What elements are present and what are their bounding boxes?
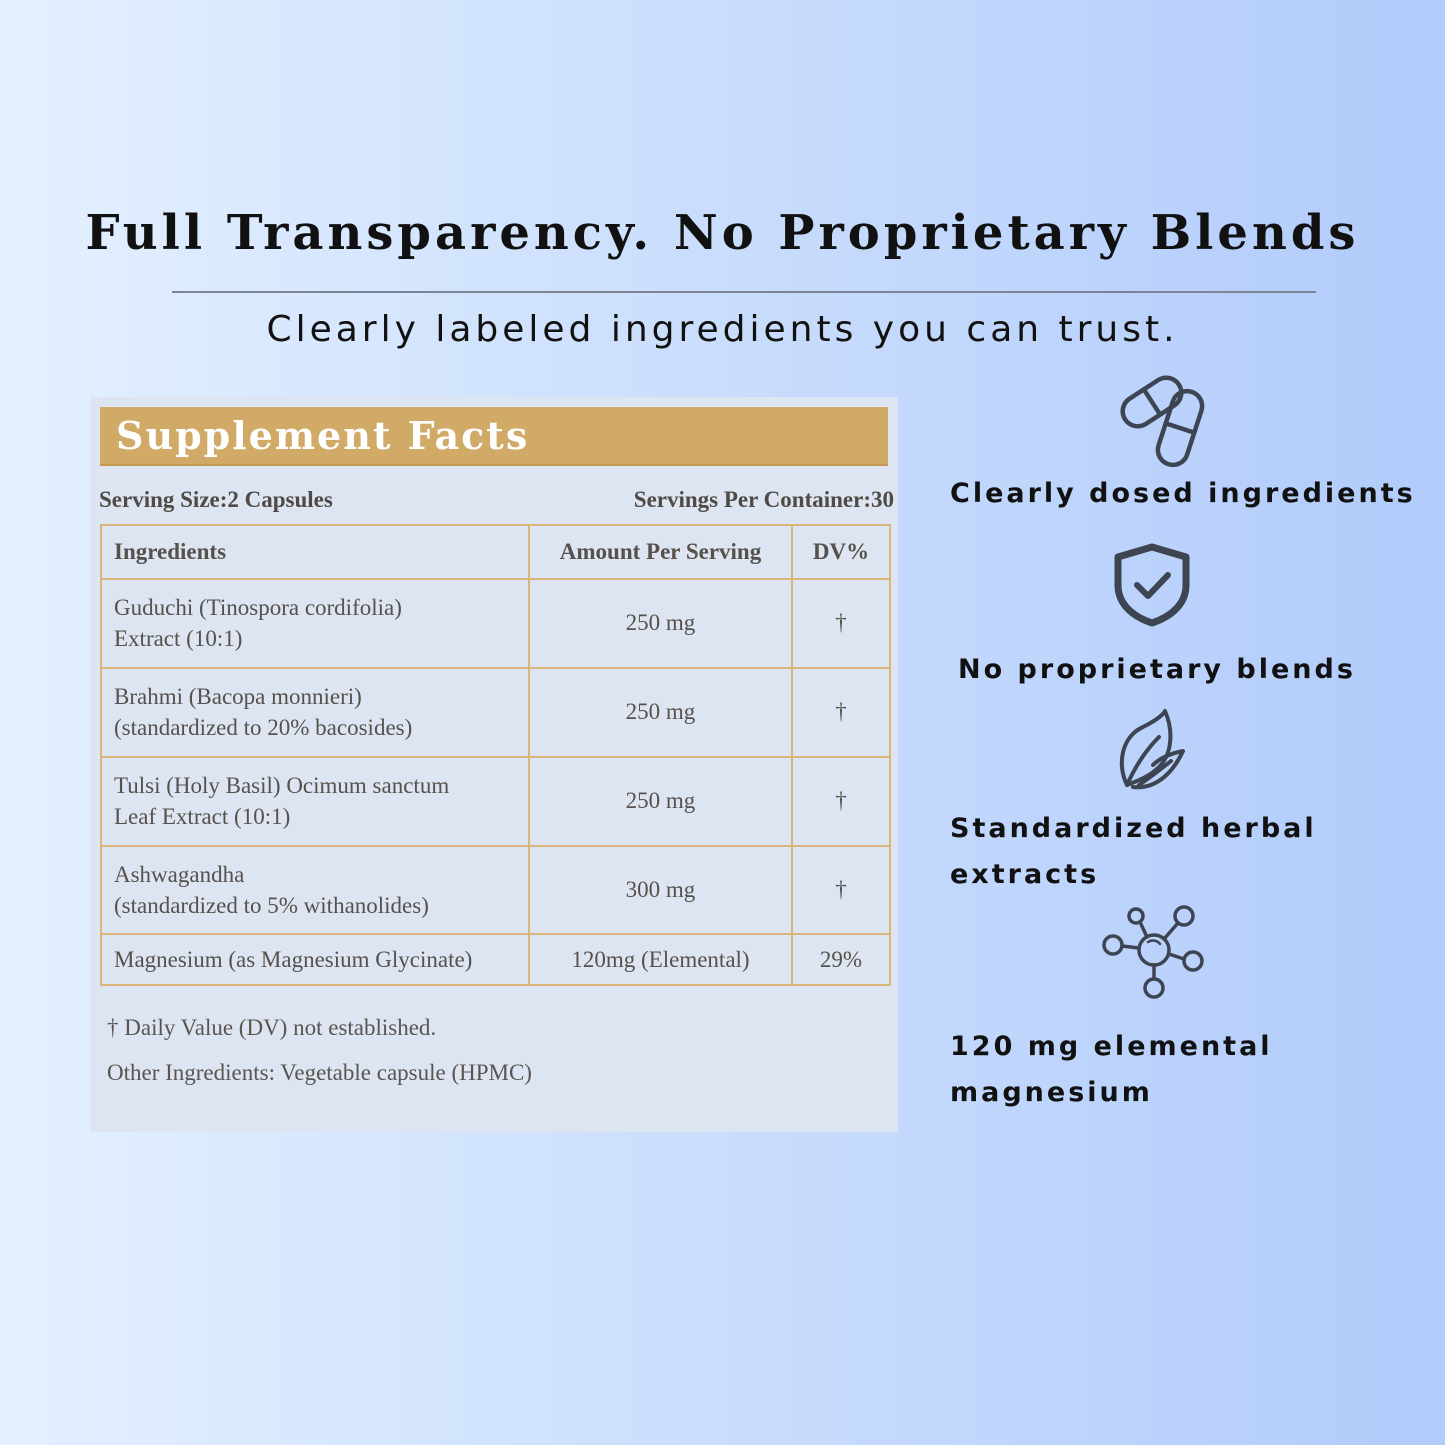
ingredient-detail: Leaf Extract (10:1) — [114, 804, 291, 830]
dv-cell: † — [792, 846, 890, 935]
ingredient-name: Tulsi (Holy Basil) Ocimum sanctum — [114, 773, 450, 799]
headline-divider — [172, 291, 1316, 293]
ingredient-cell — [101, 846, 529, 935]
table-row — [101, 668, 890, 757]
ingredient-name: Magnesium (as Magnesium Glycinate) — [114, 947, 473, 973]
ingredient-detail: Extract (10:1) — [114, 626, 243, 652]
other-ingredients: Other Ingredients: Vegetable capsule (HPMC) — [107, 1060, 532, 1085]
page-subtitle: Clearly labeled ingredients you can trust. — [266, 309, 1179, 350]
supplement-facts-panel — [90, 397, 898, 1132]
feature-label-herbal-line1: Standardized herbal — [950, 813, 1317, 844]
supplement-facts-title: Supplement Facts — [116, 413, 530, 458]
leaf-icon — [1115, 707, 1189, 793]
feature-label-dosed: Clearly dosed ingredients — [950, 478, 1416, 509]
servings-per-container: Servings Per Container:30 — [633, 487, 894, 512]
column-header-amount: Amount Per Serving — [529, 525, 792, 579]
dv-footnote: † Daily Value (DV) not established. — [107, 1015, 437, 1040]
ingredient-cell — [101, 668, 529, 757]
column-header-ingredients: Ingredients — [101, 525, 529, 579]
amount-cell: 250 mg — [529, 579, 792, 668]
ingredient-cell — [101, 757, 529, 846]
amount-cell: 300 mg — [529, 846, 792, 935]
dv-cell: 29% — [792, 934, 890, 985]
amount-cell: 120mg (Elemental) — [529, 934, 792, 985]
dv-cell: † — [792, 757, 890, 846]
ingredient-name: Brahmi (Bacopa monnieri) — [114, 684, 362, 710]
feature-label-herbal-line2: extracts — [950, 859, 1100, 890]
capsules-icon — [1112, 372, 1216, 470]
table-row — [101, 934, 890, 985]
page-headline: Full Transparency. No Proprietary Blends — [85, 205, 1360, 261]
table-row — [101, 846, 890, 935]
table-header-row — [101, 525, 890, 579]
ingredient-cell — [101, 934, 529, 985]
supplement-facts-banner — [100, 407, 888, 466]
column-header-dv: DV% — [792, 525, 890, 579]
feature-label-magnesium-line1: 120 mg elemental — [950, 1031, 1273, 1062]
feature-label-no-blends: No proprietary blends — [958, 654, 1356, 685]
ingredient-detail: (standardized to 20% bacosides) — [114, 715, 413, 741]
dv-cell: † — [792, 668, 890, 757]
amount-cell: 250 mg — [529, 668, 792, 757]
ingredients-table — [100, 524, 891, 986]
dv-cell: † — [792, 579, 890, 668]
ingredient-cell — [101, 579, 529, 668]
serving-size: Serving Size:2 Capsules — [99, 487, 333, 512]
shield-check-icon — [1112, 543, 1192, 627]
feature-label-herbal — [950, 806, 1317, 898]
feature-label-magnesium-line2: magnesium — [950, 1077, 1153, 1108]
table-row — [101, 579, 890, 668]
ingredient-detail: (standardized to 5% withanolides) — [114, 892, 429, 918]
molecule-icon — [1100, 904, 1208, 1000]
ingredient-name: Ashwagandha — [114, 861, 245, 887]
feature-label-magnesium — [950, 1024, 1273, 1116]
amount-cell: 250 mg — [529, 757, 792, 846]
table-row — [101, 757, 890, 846]
ingredient-name: Guduchi (Tinospora cordifolia) — [114, 595, 402, 621]
